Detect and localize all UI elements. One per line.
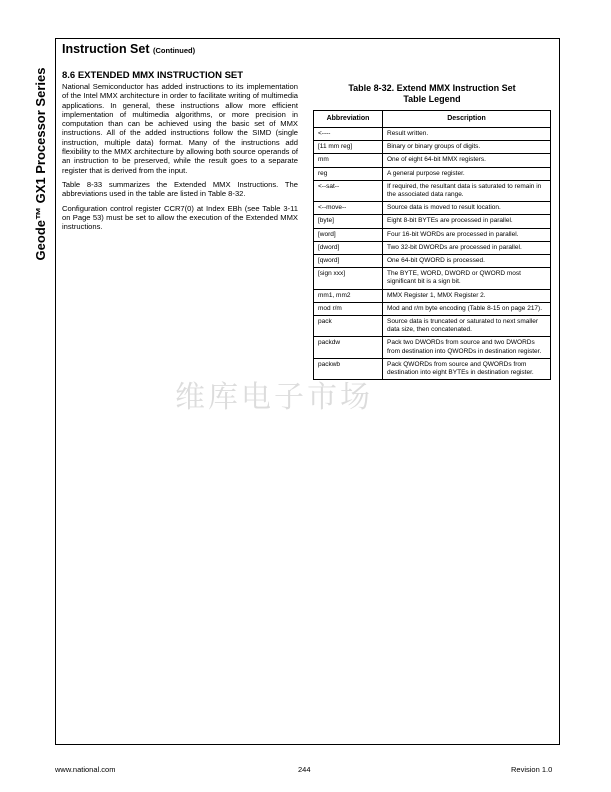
abbreviation-cell: <--sat--: [314, 180, 383, 201]
abbreviation-cell: <--move--: [314, 202, 383, 215]
description-cell: One 64-bit QWORD is processed.: [383, 255, 551, 268]
footer-page-number: 244: [298, 765, 311, 774]
description-cell: Result written.: [383, 128, 551, 141]
table-row: [314, 255, 551, 268]
table-row: [314, 228, 551, 241]
abbreviation-cell: mm1, mm2: [314, 289, 383, 302]
side-series-title-text: Geode™ GX1 Processor Series: [33, 67, 48, 261]
footer-revision: Revision 1.0: [511, 765, 553, 774]
side-series-title: [31, 38, 51, 290]
table-row: [314, 167, 551, 180]
description-cell: MMX Register 1, MMX Register 2.: [383, 289, 551, 302]
table-row: [314, 316, 551, 337]
legend-table: [313, 110, 551, 380]
abbreviation-cell: [word]: [314, 228, 383, 241]
abbreviation-cell: pack: [314, 316, 383, 337]
page-heading-title: Instruction Set: [62, 42, 150, 56]
abbreviation-cell: [dword]: [314, 241, 383, 254]
page-heading: [62, 42, 195, 56]
table-row: [314, 128, 551, 141]
abbreviation-cell: [sign xxx]: [314, 268, 383, 289]
table-row: [314, 302, 551, 315]
watermark: 维库电子市场: [175, 380, 373, 415]
description-cell: Four 16-bit WORDs are processed in parallel.: [383, 228, 551, 241]
description-cell: A general purpose register.: [383, 167, 551, 180]
description-cell: Eight 8-bit BYTEs are processed in parallel.: [383, 215, 551, 228]
table-caption-line2: Table Legend: [403, 94, 461, 104]
abbreviation-cell: <----: [314, 128, 383, 141]
description-cell: Binary or binary groups of digits.: [383, 141, 551, 154]
description-cell: Source data is truncated or saturated to next smaller data size, then concatenated.: [383, 316, 551, 337]
abbreviation-cell: [11 mm reg]: [314, 141, 383, 154]
paragraph-intro: National Semiconductor has added instructions to its implementation of the Intel MMX architecture in order to facilitate writing of multimedia applications. In general, these instructions allow more efficient implementation of multimedia algorithms, or more precision in computation than can be achieved using the basic set of MMX instructions. All of the added instructions follow the SIMD (single instruction, multiple data) format. Many of the instructions add flexibility to the MMX architecture by allowing both source operands of an instruction to be preserved, while the result goes to a separate register that is derived from the input.: [62, 82, 298, 175]
description-cell: Mod and r/m byte encoding (Table 8-15 on page 217).: [383, 302, 551, 315]
page-heading-continued: (Continued): [153, 46, 196, 55]
description-cell: If required, the resultant data is saturated to remain in the associated data range.: [383, 180, 551, 201]
description-cell: The BYTE, WORD, DWORD or QWORD most significant bit is a sign bit.: [383, 268, 551, 289]
description-cell: One of eight 64-bit MMX registers.: [383, 154, 551, 167]
table-caption: [313, 83, 551, 105]
table-row: [314, 180, 551, 201]
section-heading: 8.6 EXTENDED MMX INSTRUCTION SET: [62, 70, 244, 81]
paragraph-config: Configuration control register CCR7(0) at Index EBh (see Table 3-11 on Page 53) must be set to allow the execution of the Extended MMX instructions.: [62, 203, 298, 232]
header-description: Description: [383, 111, 551, 128]
description-cell: Two 32-bit DWORDs are processed in parallel.: [383, 241, 551, 254]
header-abbreviation: Abbreviation: [314, 111, 383, 128]
abbreviation-cell: [qword]: [314, 255, 383, 268]
abbreviation-cell: packdw: [314, 337, 383, 358]
abbreviation-cell: [byte]: [314, 215, 383, 228]
table-header-row: [314, 111, 551, 128]
description-cell: Source data is moved to result location.: [383, 202, 551, 215]
table-row: [314, 289, 551, 302]
abbreviation-cell: packwb: [314, 358, 383, 379]
table-row: [314, 337, 551, 358]
paragraph-summary: Table 8-33 summarizes the Extended MMX Instructions. The abbreviations used in the table are listed in Table 8-32.: [62, 179, 298, 199]
table-row: [314, 268, 551, 289]
description-cell: Pack QWORDs from source and QWORDs from destination into eight BYTEs in destination register.: [383, 358, 551, 379]
description-cell: Pack two DWORDs from source and two DWORDs from destination into QWORDs in destination register.: [383, 337, 551, 358]
table-row: [314, 141, 551, 154]
abbreviation-cell: mm: [314, 154, 383, 167]
footer-website: www.national.com: [55, 765, 116, 774]
abbreviation-cell: mod r/m: [314, 302, 383, 315]
abbreviation-cell: reg: [314, 167, 383, 180]
table-row: [314, 215, 551, 228]
table-row: [314, 154, 551, 167]
table-row: [314, 202, 551, 215]
body-text-column: [62, 82, 298, 236]
table-row: [314, 241, 551, 254]
table-caption-line1: Table 8-32. Extend MMX Instruction Set: [348, 83, 516, 93]
